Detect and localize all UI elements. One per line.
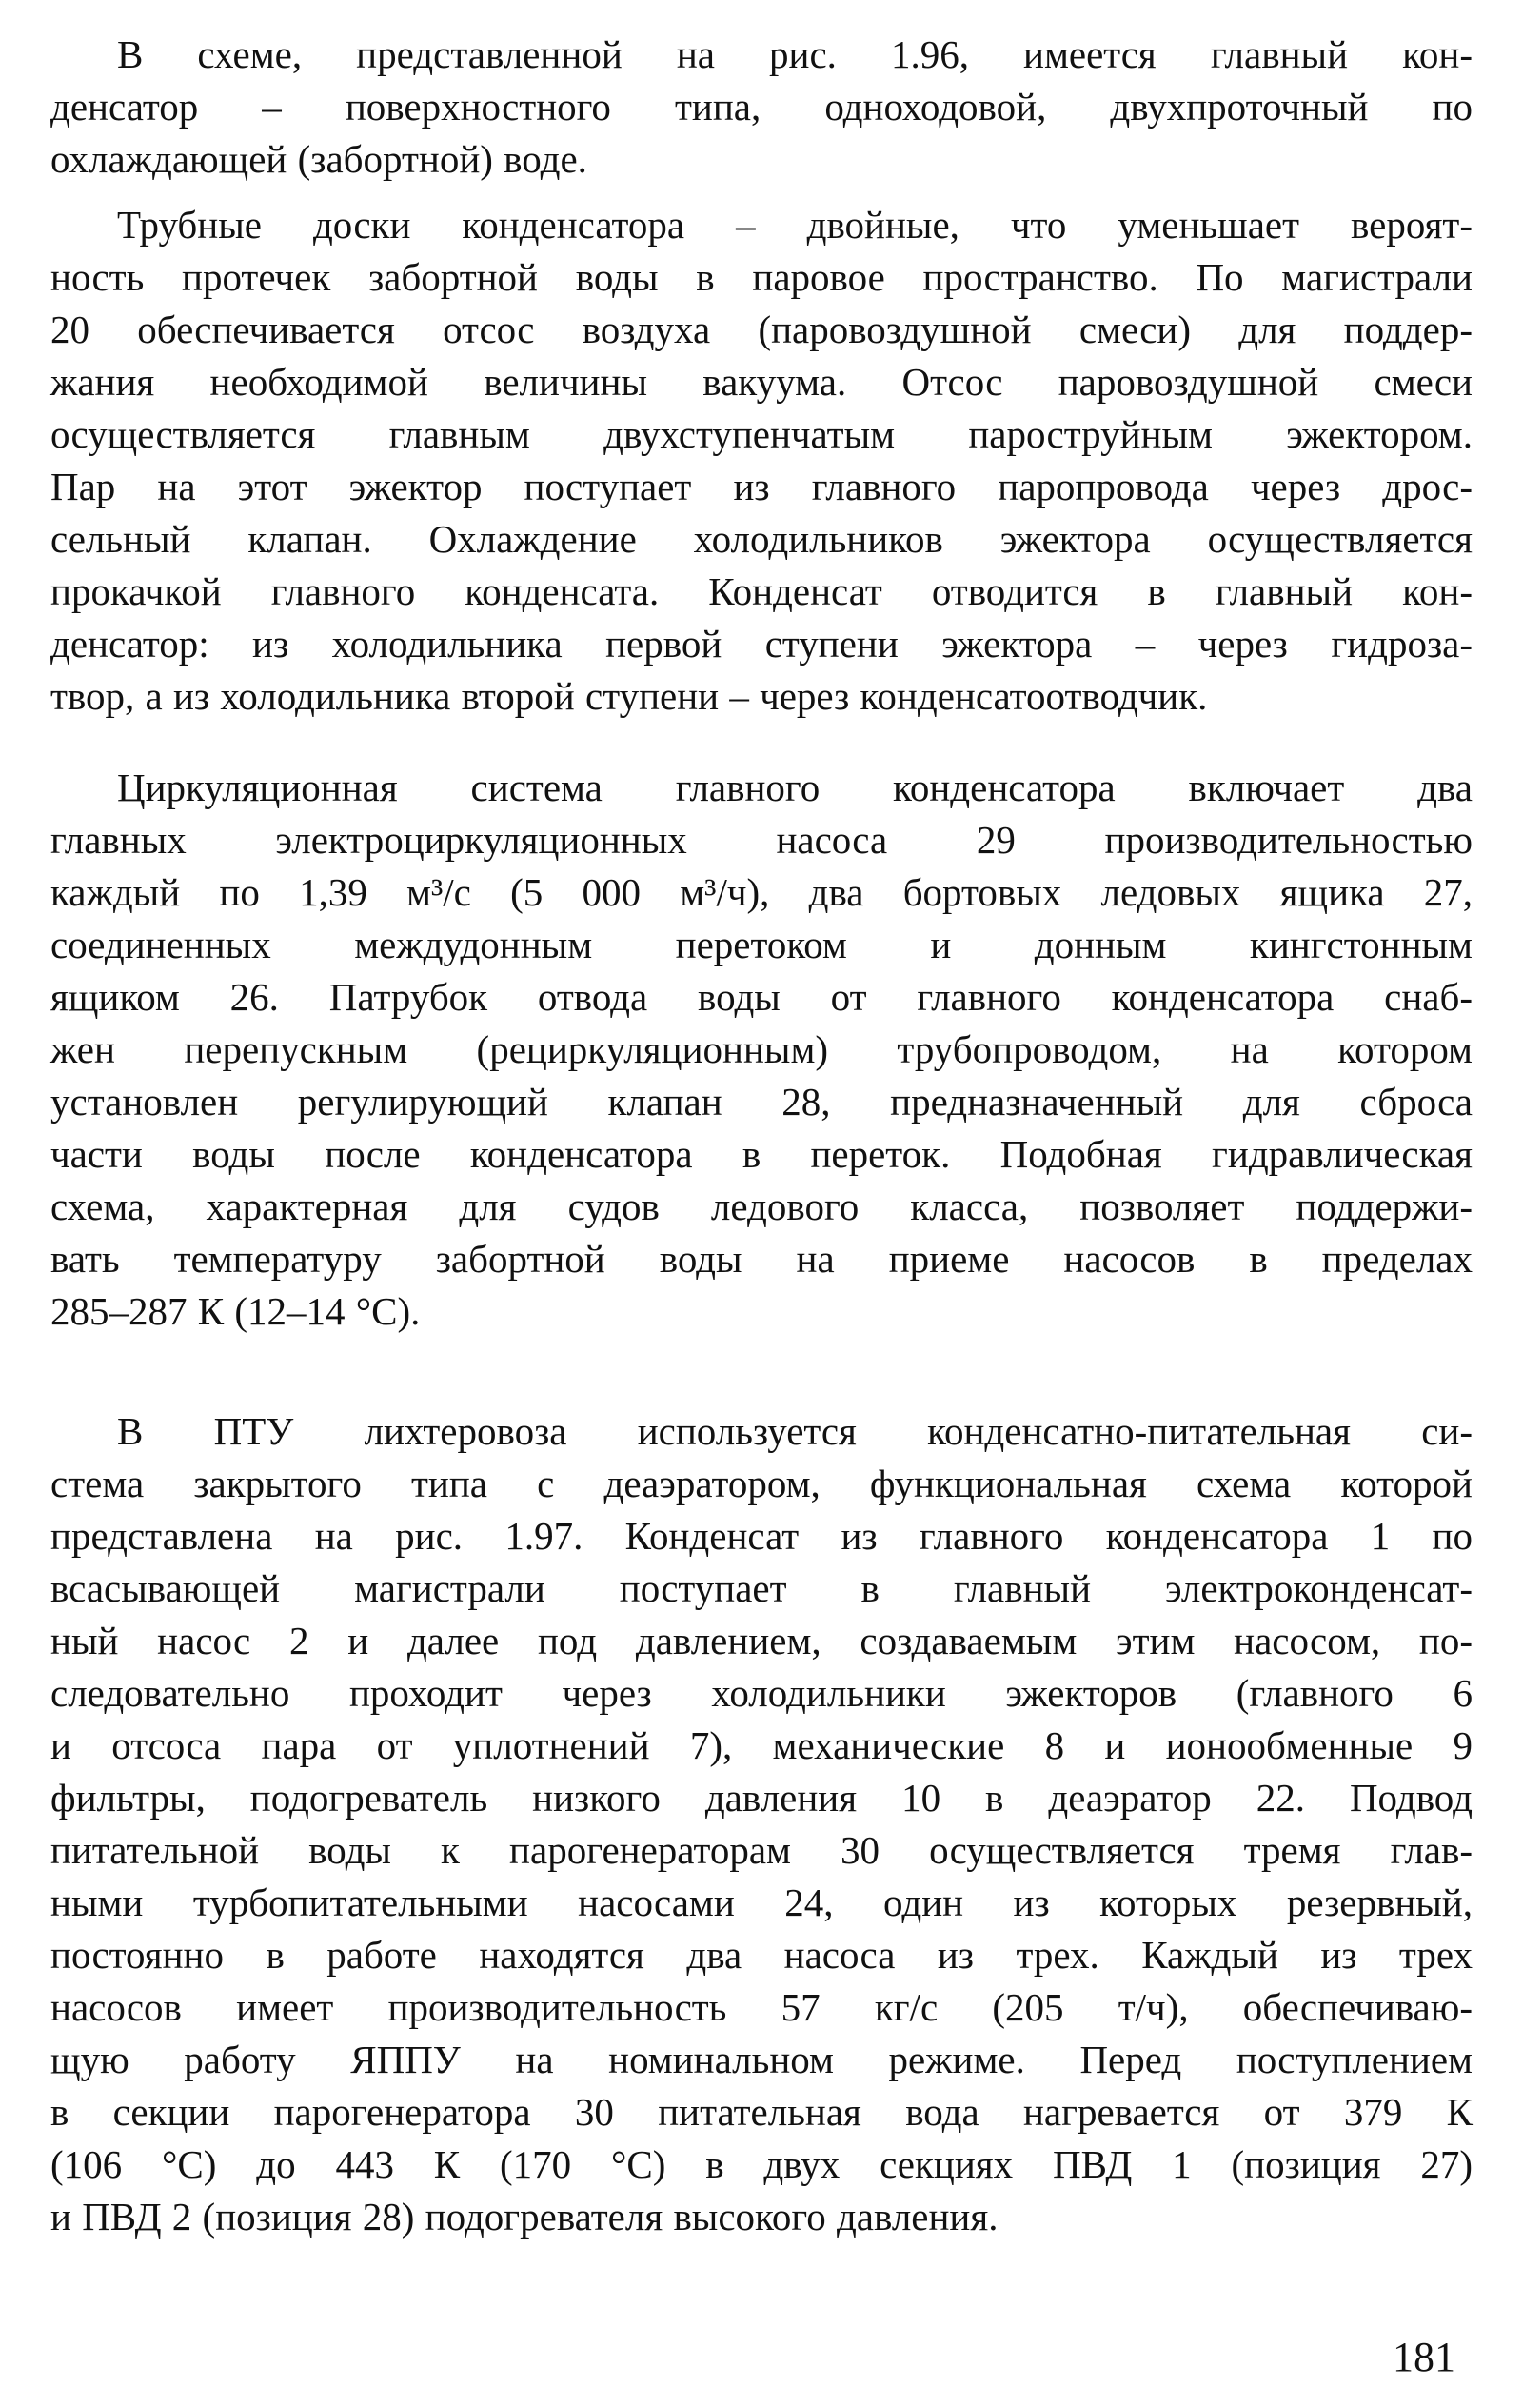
text-line: Пар на этот эжектор поступает из главного паропровода через дрос- (50, 465, 1473, 508)
text-line: ный насос 2 и далее под давлением, создаваемым этим насосом, по- (50, 1619, 1473, 1662)
text-line: денсатор – поверхностного типа, одноходовой, двухпроточный по (50, 85, 1473, 129)
text-line: и отсоса пара от уплотнений 7), механические 8 и ионообменные 9 (50, 1723, 1473, 1767)
text-line: следовательно проходит через холодильники эжекторов (главного 6 (50, 1671, 1473, 1715)
text-line: питательной воды к парогенераторам 30 осуществляется тремя глав- (50, 1828, 1473, 1872)
paragraph-circulation-system (50, 762, 1473, 1338)
text-line: денсатор: из холодильника первой ступени эжектора – через гидроза- (50, 622, 1473, 666)
text-line: осуществляется главным двухступенчатым пароструйным эжектором. (50, 412, 1473, 456)
text-line: 285–287 К (12–14 °С). (50, 1289, 421, 1333)
text-line: В ПТУ лихтеровоза используется конденсатно-питательная си- (117, 1409, 1473, 1453)
text-line: постоянно в работе находятся два насоса из трех. Каждый из трех (50, 1933, 1473, 1977)
paragraph-condenser-scheme (50, 29, 1473, 186)
text-line: в секции парогенератора 30 питательная вода нагревается от 379 К (50, 2090, 1473, 2134)
text-line: вать температуру забортной воды на приеме насосов в пределах (50, 1237, 1473, 1281)
paragraph-feedwater-system (50, 1405, 1473, 2243)
text-line: Циркуляционная система главного конденсатора включает два (117, 766, 1473, 809)
text-line: установлен регулирующий клапан 28, предназначенный для сброса (50, 1080, 1473, 1124)
text-line: главных электроциркуляционных насоса 29 производительностью (50, 818, 1473, 862)
page-number: 181 (1393, 2334, 1455, 2380)
text-line: прокачкой главного конденсата. Конденсат отводится в главный кон- (50, 569, 1473, 613)
text-line: части воды после конденсатора в переток. Подобная гидравлическая (50, 1132, 1473, 1176)
text-line: представлена на рис. 1.97. Конденсат из главного конденсатора 1 по (50, 1514, 1473, 1558)
text-line: насосов имеет производительность 57 кг/с (205 т/ч), обеспечиваю- (50, 1985, 1473, 2029)
text-line: схема, характерная для судов ледового класса, позволяет поддержи- (50, 1184, 1473, 1228)
text-line: фильтры, подогреватель низкого давления 10 в деаэратор 22. Подвод (50, 1776, 1473, 1820)
text-line: сельный клапан. Охлаждение холодильников эжектора осуществляется (50, 517, 1473, 561)
text-line: соединенных междудонным перетоком и донным кингстонным (50, 923, 1473, 966)
text-line: Трубные доски конденсатора – двойные, что уменьшает вероят- (117, 203, 1473, 247)
text-line: щую работу ЯППУ на номинальном режиме. Перед поступлением (50, 2038, 1473, 2081)
text-line: 20 обеспечивается отсос воздуха (паровоздушной смеси) для поддер- (50, 308, 1473, 351)
book-page (50, 0, 1473, 2408)
text-line: ность протечек забортной воды в паровое пространство. По магистрали (50, 255, 1473, 299)
text-line: ными турбопитательными насосами 24, один из которых резервный, (50, 1881, 1473, 1924)
text-line: всасывающей магистрали поступает в главный электроконденсат- (50, 1566, 1473, 1610)
text-line: ящиком 26. Патрубок отвода воды от главного конденсатора снаб- (50, 975, 1473, 1019)
paragraph-tube-plates (50, 199, 1473, 723)
text-line: (106 °С) до 443 К (170 °С) в двух секциях ПВД 1 (позиция 27) (50, 2142, 1473, 2186)
text-line: жания необходимой величины вакуума. Отсос паровоздушной смеси (50, 360, 1473, 404)
text-line: стема закрытого типа с деаэратором, функциональная схема которой (50, 1462, 1473, 1505)
text-line: В схеме, представленной на рис. 1.96, имеется главный кон- (117, 32, 1473, 76)
text-line: каждый по 1,39 м³/с (5 000 м³/ч), два бортовых ледовых ящика 27, (50, 870, 1473, 914)
text-line: жен перепускным (рециркуляционным) трубопроводом, на котором (50, 1027, 1473, 1071)
text-line: и ПВД 2 (позиция 28) подогревателя высокого давления. (50, 2195, 999, 2239)
text-line: охлаждающей (забортной) воде. (50, 137, 587, 181)
text-line: твор, а из холодильника второй ступени – через конденсатоотводчик. (50, 674, 1208, 718)
